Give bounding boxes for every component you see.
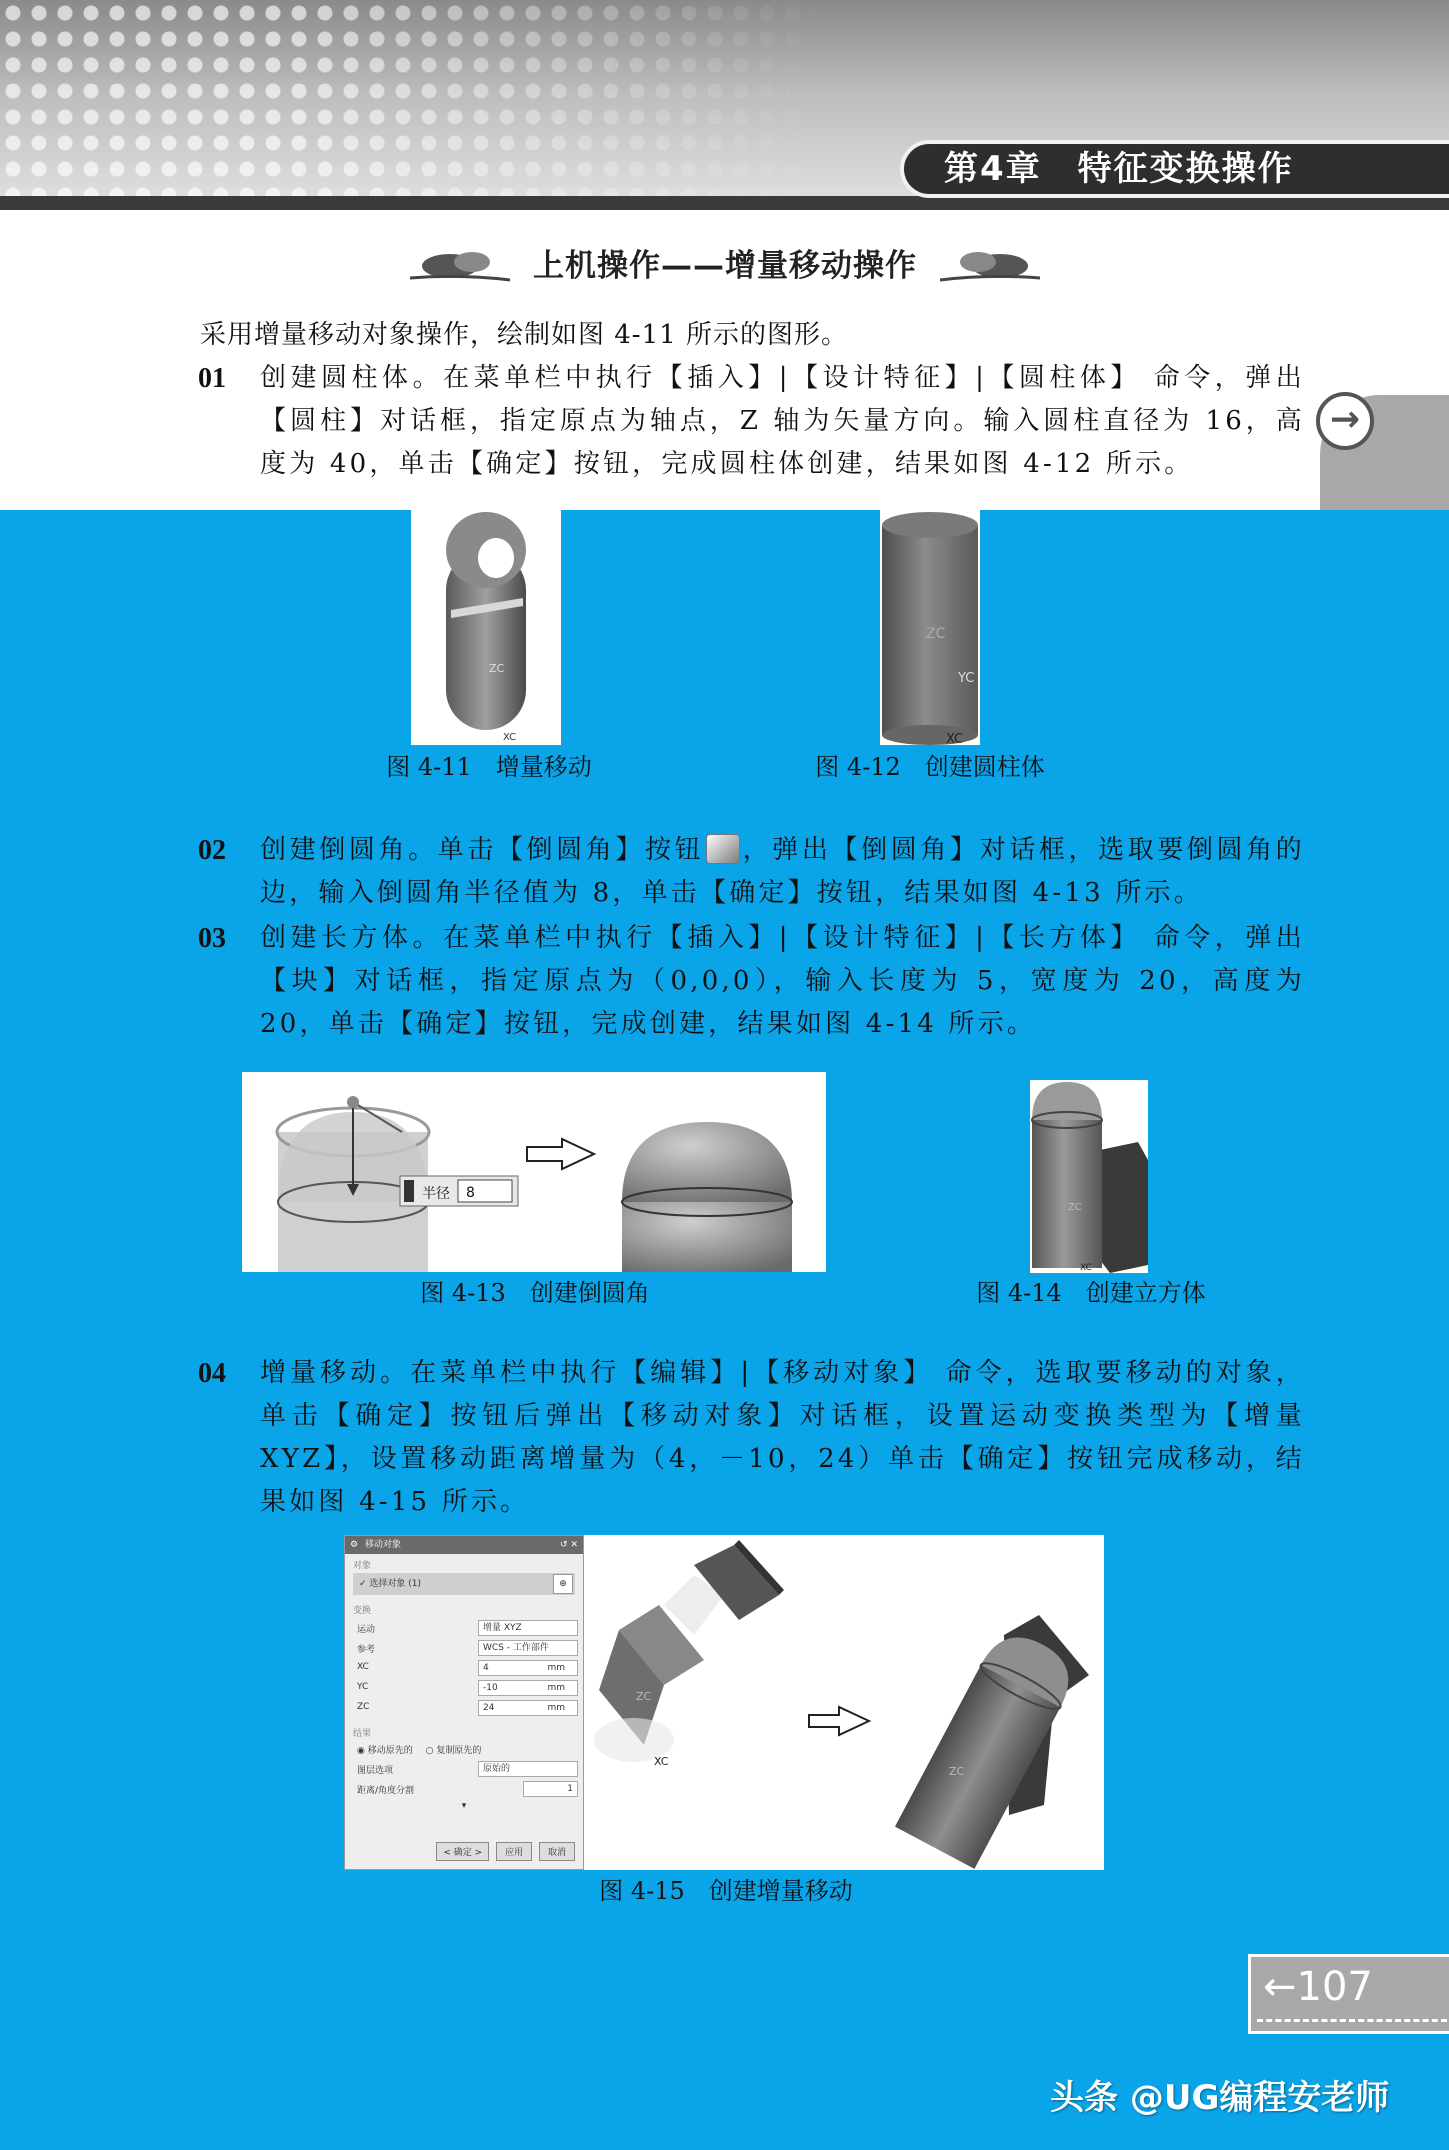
radio-label: 复制原先的: [436, 1746, 482, 1756]
copy-original-radio[interactable]: ○ 复制原先的: [425, 1746, 482, 1756]
figure-4-11: [411, 510, 561, 745]
xc-label: XC: [946, 732, 964, 745]
figure-caption: 图 4-12 创建圆柱体: [815, 753, 1045, 781]
watermark: 头条 @UG编程安老师: [1050, 2078, 1390, 2118]
layer-select[interactable]: [478, 1761, 578, 1777]
row-value: 增量 XYZ: [483, 1623, 522, 1633]
page-number: [1263, 1963, 1373, 2011]
step-text: 创建长方体。在菜单栏中执行【插入】|【设计特征】|【长方体】 命令，弹出【块】对话框，指定原点为（0,0,0），输入长度为 5，宽度为 20，高度为 20，单击【确定】按钮，完成创建，结果如图 4-14 所示。: [260, 923, 1305, 1039]
section-header: 变换: [353, 1606, 372, 1616]
section-title-text: 上机操作——增量移动操作: [533, 248, 917, 284]
motion-select[interactable]: [478, 1620, 578, 1636]
yc-input[interactable]: [478, 1680, 578, 1696]
layer-value: 原始的: [483, 1764, 511, 1774]
cylinder-model: [880, 510, 980, 745]
back-arrow-icon: ←: [1263, 1964, 1297, 2010]
zc-label: ZC: [1068, 1202, 1082, 1213]
xc-label: XC: [1080, 1263, 1092, 1273]
figure-caption: 图 4-15 创建增量移动: [599, 1877, 853, 1905]
page-number-text: 107: [1296, 1964, 1373, 2010]
step-text: [260, 829, 1305, 915]
chapter-title: 第4章 特征变换操作: [900, 140, 1449, 198]
zc-label: ZC: [926, 626, 946, 642]
row-label: XC: [357, 1662, 369, 1672]
section-header: 结果: [353, 1729, 372, 1739]
figure-caption: 图 4-14 创建立方体: [976, 1279, 1206, 1307]
expand-arrow-icon[interactable]: ▾: [461, 1801, 467, 1811]
section-header: 对象: [353, 1561, 372, 1571]
zc-input[interactable]: [478, 1700, 578, 1716]
step-number: 01: [198, 363, 226, 394]
figure-caption: 图 4-13 创建倒圆角: [420, 1279, 650, 1307]
result-options: [345, 1741, 583, 1759]
step-text: 增量移动。在菜单栏中执行【编辑】|【移动对象】 命令，选取要移动的对象，单击【确定】按钮后弹出【移动对象】对话框，设置运动变换类型为【增量 XYZ】，设置移动距离增量为（4，－10，24）单击【确定】按钮完成移动，结果如图 4-15 所示。: [260, 1358, 1305, 1517]
close-icon[interactable]: ↺ ✕: [560, 1540, 578, 1550]
reference-select[interactable]: [478, 1640, 578, 1656]
left-leaf-icon: [410, 248, 510, 284]
right-leaf-icon: [940, 248, 1040, 284]
xc-input[interactable]: [478, 1660, 578, 1676]
move-viewport: [584, 1535, 1104, 1870]
figure-4-12: [880, 510, 980, 745]
dialog-row: [353, 1779, 575, 1799]
figure-caption: 图 4-11 增量移动: [386, 753, 592, 781]
move-original-radio[interactable]: ◉ 移动原先的: [357, 1746, 413, 1756]
figure-4-14: [1030, 1080, 1148, 1273]
select-object-label: 选择对象 (1): [369, 1579, 422, 1589]
row-unit: mm: [547, 1663, 565, 1673]
apply-button[interactable]: 应用: [496, 1842, 532, 1861]
select-object-row[interactable]: [353, 1573, 575, 1595]
figure-4-13: [242, 1072, 826, 1272]
radius-label: 半径: [422, 1186, 450, 1202]
page-number-box: [1248, 1954, 1449, 2034]
dialog-row: [353, 1678, 575, 1698]
dialog-title: 移动对象: [365, 1540, 402, 1550]
check-icon: ✓: [359, 1579, 370, 1589]
step-text: 创建圆柱体。在菜单栏中执行【插入】|【设计特征】|【圆柱体】 命令，弹出【圆柱】对话框，指定原点为轴点，Z 轴为矢量方向。输入圆柱直径为 16，高度为 40，单击【确定】按钮，完成圆柱体创建，结果如图 4-12 所示。: [260, 363, 1305, 479]
dist-label: 距离/角度分割: [357, 1786, 415, 1796]
dashed-line: [1257, 2019, 1447, 2022]
zc-label: ZC: [489, 662, 505, 675]
header-stripe: [0, 196, 1449, 210]
radio-label: 移动原先的: [367, 1746, 413, 1756]
page-header: [0, 0, 1449, 210]
zc-label-after: ZC: [949, 1765, 965, 1778]
fillet-before-after: [242, 1072, 826, 1272]
dialog-row: [353, 1638, 575, 1658]
row-label: ZC: [357, 1702, 370, 1712]
next-arrow-icon[interactable]: →: [1316, 392, 1374, 450]
ok-button[interactable]: < 确定 >: [436, 1842, 489, 1861]
move-object-dialog: [344, 1535, 584, 1870]
radius-value: 8: [466, 1185, 475, 1201]
fillet-button-icon: [706, 834, 740, 864]
zc-label: ZC: [636, 1690, 652, 1703]
layer-label: 图层选项: [357, 1766, 394, 1776]
transform-rows: [345, 1618, 583, 1718]
halftone-pattern: [0, 0, 820, 200]
step-number: 03: [198, 923, 226, 954]
intro-text: 采用增量移动对象操作，绘制如图 4-11 所示的图形。: [200, 320, 848, 350]
dialog-row: [353, 1658, 575, 1678]
step-text-part: ，弹出【倒圆角】对话框，选取要倒圆角的边，输入倒圆角半径值为 8，单击【确定】按钮，结果如图 4-13 所示。: [260, 835, 1305, 908]
row-label: 运动: [357, 1625, 376, 1635]
step-number: 02: [198, 835, 226, 866]
dialog-row: [353, 1698, 575, 1718]
section-title: [400, 238, 1050, 294]
row-value: -10: [483, 1683, 498, 1693]
dialog-titlebar: [345, 1536, 583, 1554]
xc-label: XC: [654, 1755, 669, 1768]
yc-label: YC: [958, 671, 975, 686]
row-label: 参考: [357, 1645, 376, 1655]
row-label: YC: [357, 1682, 369, 1692]
step-number: 04: [198, 1358, 226, 1389]
dialog-row: [353, 1618, 575, 1638]
row-value: 4: [483, 1663, 489, 1673]
cancel-button[interactable]: 取消: [539, 1842, 575, 1861]
crosshair-icon[interactable]: ⊕: [553, 1574, 573, 1594]
xc-label: XC: [503, 732, 517, 743]
row-value: WCS - 工作部件: [483, 1643, 549, 1653]
row-value: 24: [483, 1703, 495, 1713]
dialog-row: [353, 1759, 575, 1779]
eye-bolt-model: [411, 510, 561, 745]
dialog-buttons: [436, 1842, 575, 1861]
row-unit: mm: [547, 1703, 565, 1713]
dist-value: 1: [567, 1784, 573, 1794]
dist-input[interactable]: [523, 1781, 578, 1797]
gear-icon: ⚙: [350, 1540, 359, 1550]
step-text-part: 创建倒圆角。单击【倒圆角】按钮: [260, 835, 705, 865]
cylinder-block-model: [1030, 1080, 1148, 1273]
figure-4-15: [344, 1535, 1104, 1870]
row-unit: mm: [547, 1683, 565, 1693]
